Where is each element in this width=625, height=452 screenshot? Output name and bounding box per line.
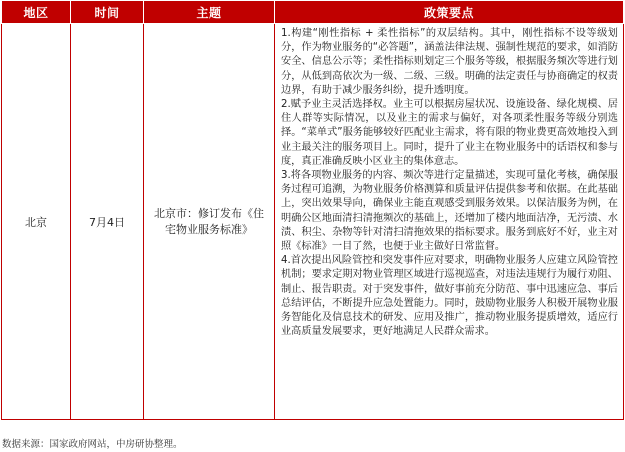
table-header-row bbox=[2, 1, 624, 24]
header-region: 地区 bbox=[2, 1, 71, 24]
data-source-note: 数据来源：国家政府网站，中房研协整理。 bbox=[2, 439, 183, 450]
policy-point-4: 4.首次提出风险管控和突发事件应对要求，明确物业服务人应建立风险管控机制；要求定期对物业管理区域进行巡视巡查，对违法违规行为履行劝阻、制止、报告职责。对于突发事件，做好事前充分防范、事中迅速应急、事后总结评估，不断提升应急处置能力。同时，鼓励物业服务人积极开展物业服务智能化及信息技术的研发、应用及推广，推动物业服务提质增效，适应行业高质量发展要求，更好地满足人民群众需求。 bbox=[281, 255, 618, 338]
cell-time: 7月4日 bbox=[71, 24, 144, 420]
policy-point-1: 1.构建“刚性指标 + 柔性指标”的双层结构。其中，刚性指标不设等级划分，作为物业服务的“必答题”，涵盖法律法规、强制性规范的要求，如消防安全、信息公示等；柔性指标则划定三个服务等级，根据服务频次等进行划分，从低到高依次为一级、二级、三级。明确的法定责任与协商确定的权责边界，有助于减少服务纠纷，提升透明度。 bbox=[281, 28, 618, 96]
cell-policy-points bbox=[275, 24, 624, 420]
cell-topic: 北京市：修订发布《住宅物业服务标准》 bbox=[144, 24, 275, 420]
cell-region: 北京 bbox=[2, 24, 71, 420]
policy-table bbox=[1, 0, 624, 420]
table-row bbox=[2, 24, 624, 420]
header-time: 时间 bbox=[71, 1, 144, 24]
header-policy-points: 政策要点 bbox=[275, 1, 624, 24]
header-topic: 主题 bbox=[144, 1, 275, 24]
policy-point-2: 2.赋予业主灵活选择权。业主可以根据房屋状况、设施设备、绿化规模、居住人群等实际情况，以及业主的需求与偏好，对各项柔性服务等级分别选择。“菜单式”服务能够较好匹配业主需求，将有限的物业费更高效地投入到业主最关注的服务项目上。同时，提升了业主在物业服务中的话语权和参与度，真正准确反映小区业主的集体意志。 bbox=[281, 99, 618, 167]
policy-point-3: 3.将各项物业服务的内容、频次等进行定量描述，实现可量化考核，确保服务过程可追溯，为物业服务价格测算和质量评估提供参考和依据。在此基础上，突出效果导向，确保业主能直观感受到服务效果。以保洁服务为例，在明确公区地面清扫清拖频次的基础上，还增加了楼内地面洁净，无污渍、水渍、积尘、杂物等针对清扫清拖效果的指标要求。服务到底好不好，业主对照《标准》一目了然，也便于业主做好日常监督。 bbox=[281, 170, 618, 253]
